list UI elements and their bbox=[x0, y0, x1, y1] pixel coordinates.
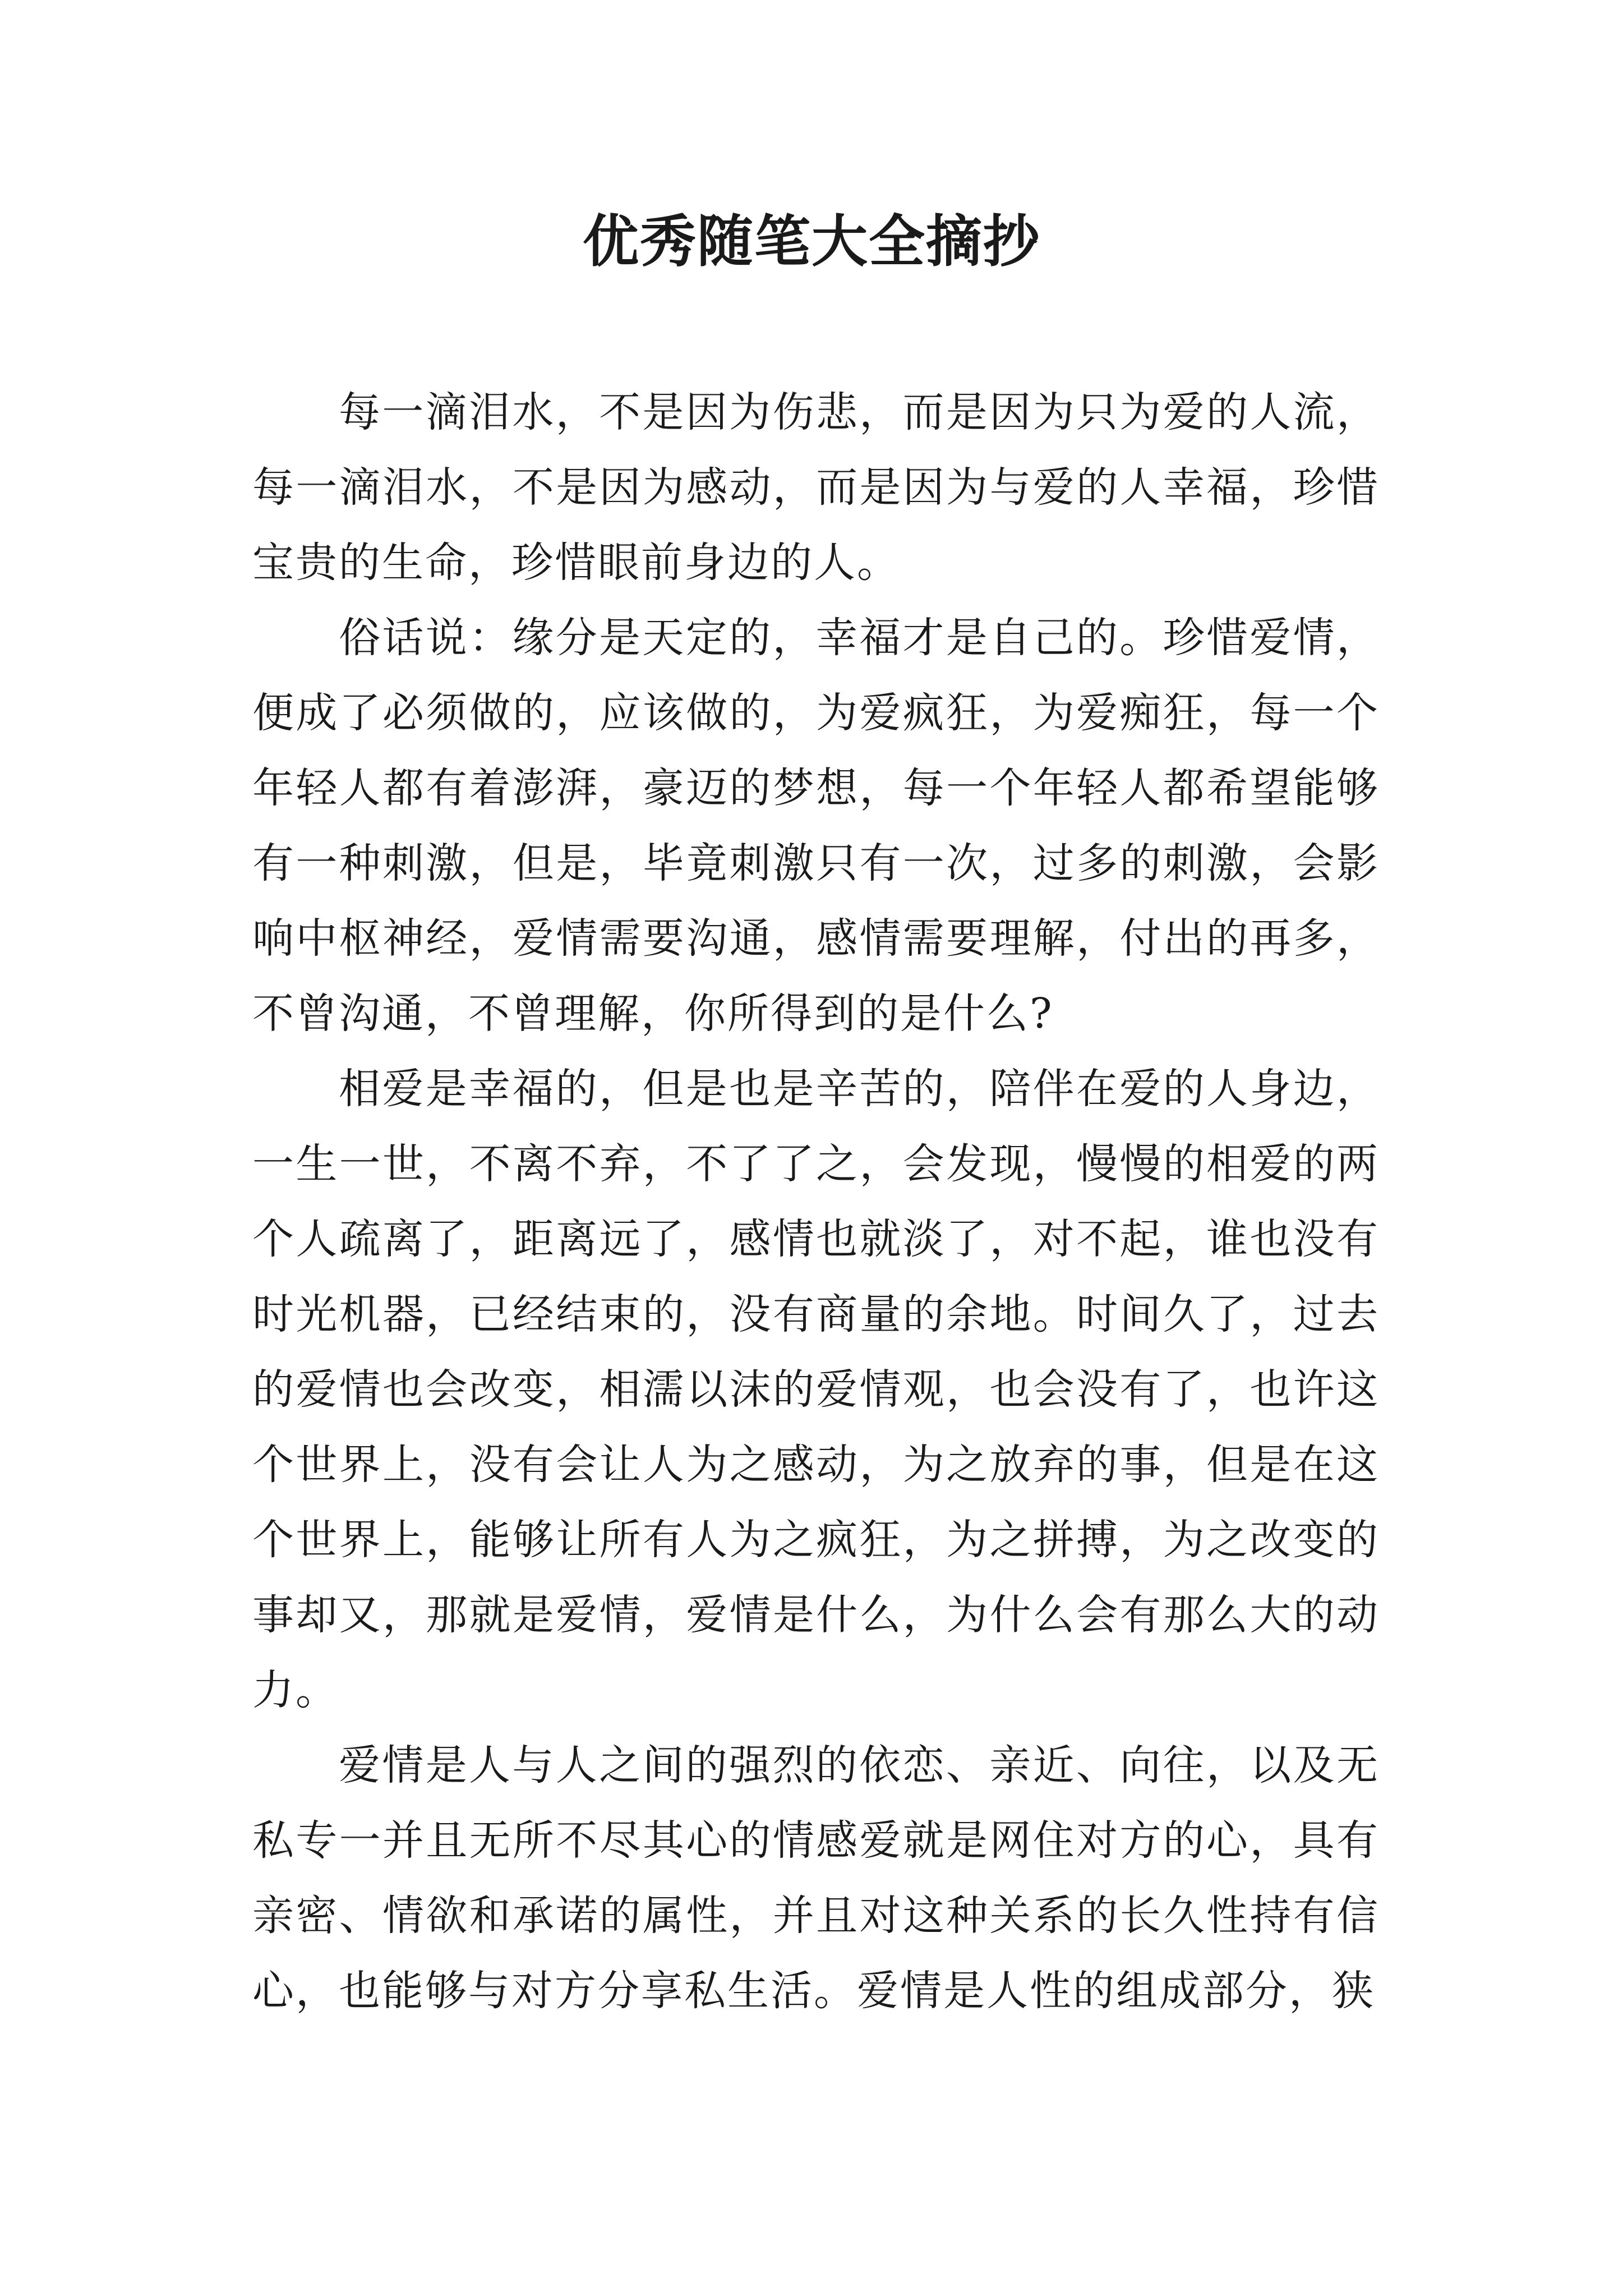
document-body bbox=[252, 375, 1380, 2028]
paragraph-3: 相爱是幸福的，但是也是辛苦的，陪伴在爱的人身边，一生一世，不离不弃，不了了之，会发现，慢慢的相爱的两个人疏离了，距离远了，感情也就淡了，对不起，谁也没有时光机器，已经结束的，没有商量的余地。时间久了，过去的爱情也会改变，相濡以沫的爱情观，也会没有了，也许这个世界上，没有会让人为之感动，为之放弃的事，但是在这个世界上，能够让所有人为之疯狂，为之拼搏，为之改变的事却又，那就是爱情，爱情是什么，为什么会有那么大的动力。 bbox=[252, 1065, 1380, 1714]
document-title: 优秀随笔大全摘抄 bbox=[583, 208, 1040, 274]
paragraph-1: 每一滴泪水，不是因为伤悲，而是因为只为爱的人流，每一滴泪水，不是因为感动，而是因为与爱的人幸福，珍惜宝贵的生命，珍惜眼前身边的人。 bbox=[252, 388, 1380, 587]
paragraph-4: 爱情是人与人之间的强烈的依恋、亲近、向往，以及无私专一并且无所不尽其心的情感爱就是网住对方的心，具有亲密、情欲和承诺的属性，并且对这种关系的长久性持有信心，也能够与对方分享私生活。爱情是人性的组成部分，狭 bbox=[252, 1741, 1380, 2015]
paragraph-2: 俗话说：缘分是天定的，幸福才是自己的。珍惜爱情，便成了必须做的，应该做的，为爱疯狂，为爱痴狂，每一个年轻人都有着澎湃，豪迈的梦想，每一个年轻人都希望能够有一种刺激，但是，毕竟刺激只有一次，过多的刺激，会影响中枢神经，爱情需要沟通，感情需要理解，付出的再多，不曾沟通，不曾理解，你所得到的是什么? bbox=[252, 614, 1380, 1038]
